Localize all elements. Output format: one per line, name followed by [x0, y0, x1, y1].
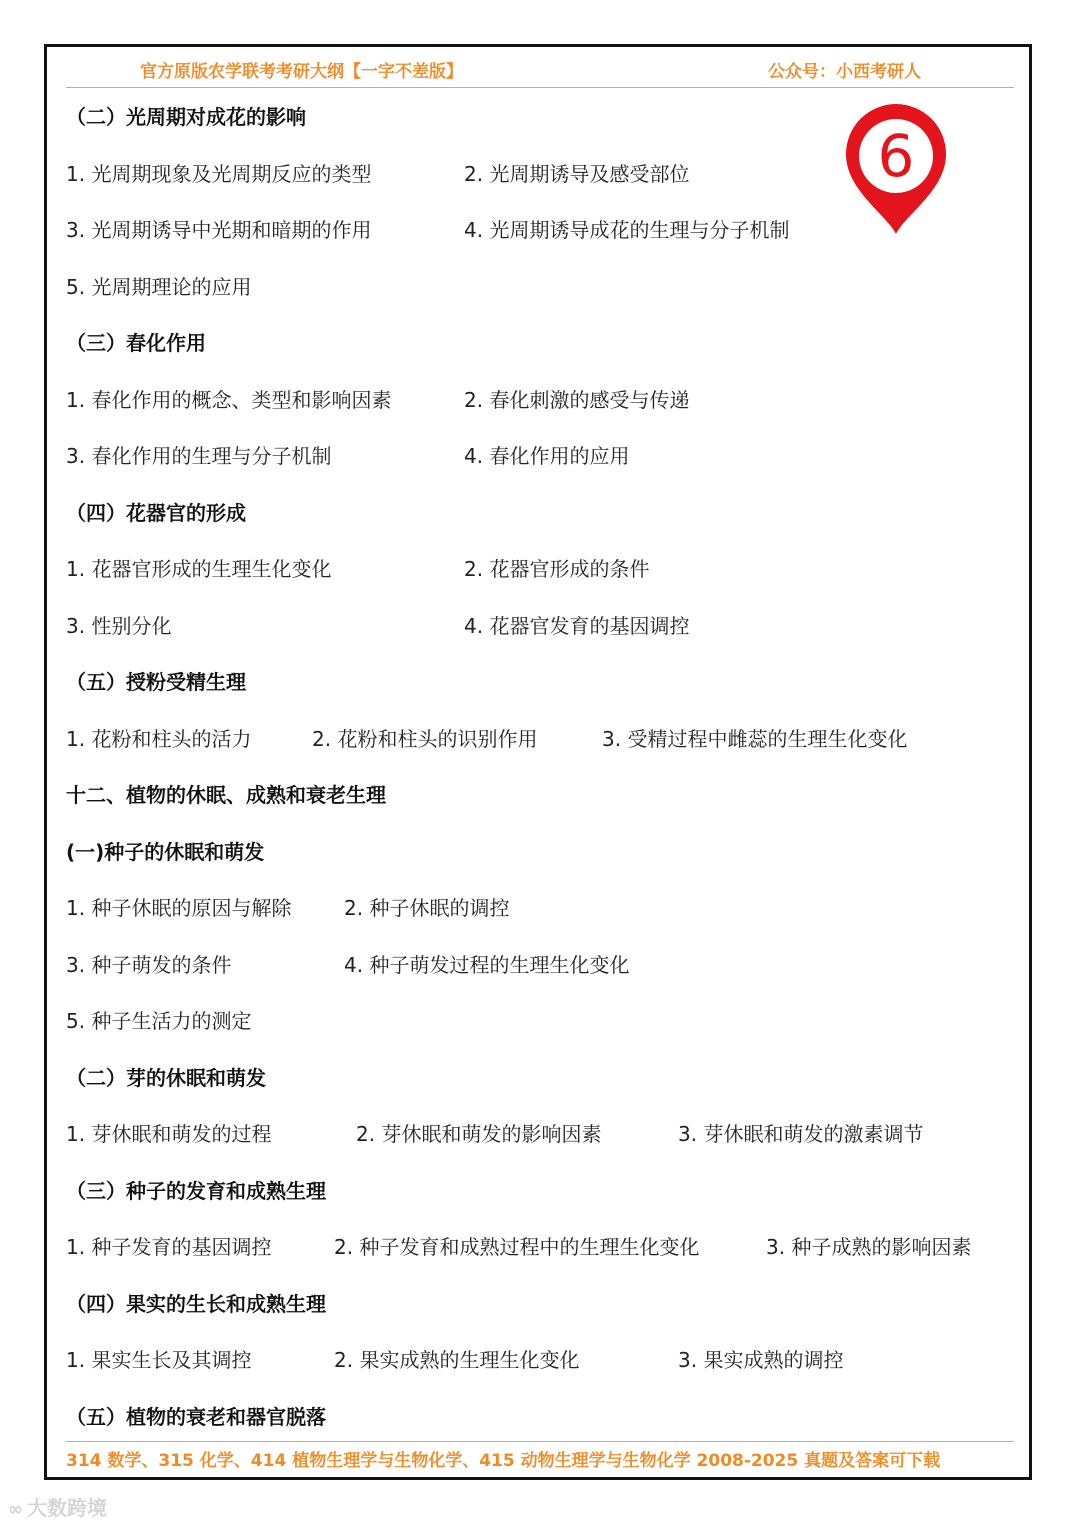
link-icon: ∞: [8, 1499, 23, 1520]
footer-note: 314 数学、315 化学、414 植物生理学与生物化学、415 动物生理学与生物化学 2008-2025 真题及答案可下载: [66, 1451, 941, 1471]
section-heading: （五）授粉受精生理: [66, 670, 246, 694]
chapter-heading: 十二、植物的休眠、成熟和衰老生理: [66, 783, 386, 807]
list-item: 4. 花器官发育的基因调控: [464, 614, 690, 638]
list-item: 2. 花粉和柱头的识别作用: [312, 727, 538, 751]
list-item: 2. 春化刺激的感受与传递: [464, 388, 690, 412]
list-item: 3. 种子萌发的条件: [66, 953, 232, 977]
list-item: 3. 果实成熟的调控: [678, 1348, 844, 1372]
list-item: 4. 光周期诱导成花的生理与分子机制: [464, 218, 790, 242]
watermark: [8, 1492, 107, 1521]
list-item: 3. 种子成熟的影响因素: [766, 1235, 972, 1259]
list-item: 5. 种子生活力的测定: [66, 1009, 252, 1033]
list-item: 1. 光周期现象及光周期反应的类型: [66, 162, 372, 186]
list-item: 1. 芽休眠和萌发的过程: [66, 1122, 272, 1146]
list-item: 3. 性别分化: [66, 614, 172, 638]
section-heading: （四）果实的生长和成熟生理: [66, 1292, 326, 1316]
list-item: 1. 花器官形成的生理生化变化: [66, 557, 332, 581]
page-header: [66, 55, 1014, 88]
watermark-text: 大数跨境: [27, 1496, 107, 1520]
list-item: 1. 种子休眠的原因与解除: [66, 896, 292, 920]
section-heading: (一)种子的休眠和萌发: [66, 840, 265, 864]
section-heading: （二）芽的休眠和萌发: [66, 1066, 266, 1090]
list-item: 1. 种子发育的基因调控: [66, 1235, 272, 1259]
list-item: 2. 芽休眠和萌发的影响因素: [356, 1122, 602, 1146]
page-border: [44, 44, 1032, 1480]
badge-number: 6: [877, 122, 915, 190]
list-item: 1. 春化作用的概念、类型和影响因素: [66, 388, 392, 412]
list-item: 1. 果实生长及其调控: [66, 1348, 252, 1372]
list-item: 3. 光周期诱导中光期和暗期的作用: [66, 218, 372, 242]
list-item: 3. 受精过程中雌蕊的生理生化变化: [602, 727, 908, 751]
section-heading: （三）种子的发育和成熟生理: [66, 1179, 326, 1203]
list-item: 4. 种子萌发过程的生理生化变化: [344, 953, 630, 977]
number-badge-icon: [840, 100, 952, 236]
list-item: 2. 种子发育和成熟过程中的生理生化变化: [334, 1235, 700, 1259]
list-item: 2. 花器官形成的条件: [464, 557, 650, 581]
list-item: 3. 芽休眠和萌发的激素调节: [678, 1122, 924, 1146]
list-item: 2. 种子休眠的调控: [344, 896, 510, 920]
list-item: 1. 花粉和柱头的活力: [66, 727, 252, 751]
header-account: 公众号：小西考研人: [768, 62, 921, 82]
list-item: 2. 果实成熟的生理生化变化: [334, 1348, 580, 1372]
list-item: 3. 春化作用的生理与分子机制: [66, 444, 332, 468]
section-heading: （五）植物的衰老和器官脱落: [66, 1405, 326, 1429]
header-title: 官方原版农学联考考研大纲【一字不差版】: [140, 62, 463, 82]
list-item: 2. 光周期诱导及感受部位: [464, 162, 690, 186]
footer-divider: [66, 1441, 1014, 1442]
section-heading: （三）春化作用: [66, 331, 206, 355]
section-heading: （四）花器官的形成: [66, 501, 246, 525]
list-item: 5. 光周期理论的应用: [66, 275, 252, 299]
list-item: 4. 春化作用的应用: [464, 444, 630, 468]
section-heading: （二）光周期对成花的影响: [66, 105, 306, 129]
